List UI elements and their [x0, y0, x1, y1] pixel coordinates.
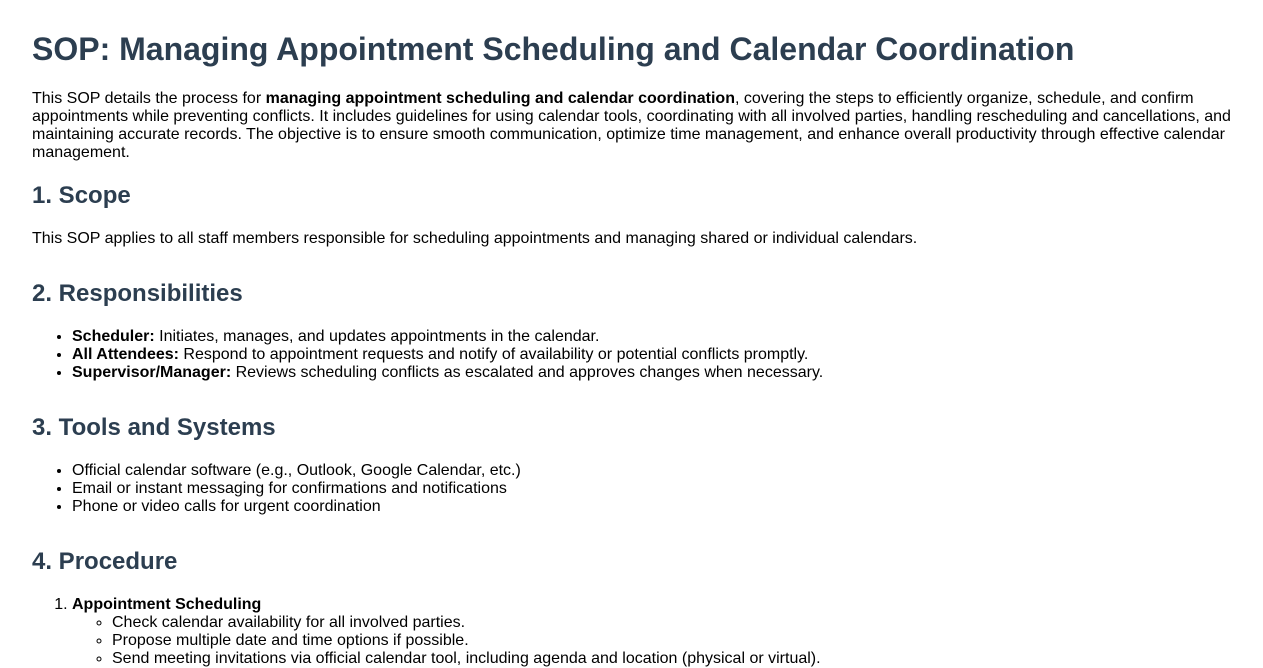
intro-paragraph	[32, 90, 1237, 162]
intro-suffix: , covering the steps to efficiently organize, schedule, and confirm appointments while preventing conflicts. It includes guidelines for using calendar tools, coordinating with all involved parties, handling rescheduling and cancellations, and maintaining accurate records. The objective is to ensure smooth communication, optimize time management, and enhance overall productivity through effective calendar management.	[32, 90, 1231, 161]
list-item	[72, 364, 823, 382]
list-item	[72, 346, 823, 364]
list-item: • Phone or video calls for urgent coordination	[72, 498, 521, 516]
procedure-steps	[32, 596, 821, 668]
list-item: • Official calendar software (e.g., Outlook, Google Calendar, etc.)	[72, 462, 521, 480]
tools-list	[32, 462, 521, 516]
substep-item: ◦ Check calendar availability for all involved parties.	[112, 614, 821, 632]
procedure-heading: 4. Procedure	[32, 548, 178, 575]
responsibilities-heading: 2. Responsibilities	[32, 280, 243, 307]
intro-prefix: This SOP details the process for	[32, 90, 266, 107]
intro-bold-phrase: managing appointment scheduling and calendar coordination	[265, 90, 735, 107]
list-item	[72, 328, 823, 346]
scope-text: This SOP applies to all staff members responsible for scheduling appointments and managing shared or individual calendars.	[32, 230, 918, 247]
role-description: Initiates, manages, and updates appointments in the calendar.	[154, 328, 600, 345]
scope-heading: 1. Scope	[32, 182, 131, 209]
step-title: Appointment Scheduling	[72, 596, 262, 613]
role-description: Reviews scheduling conflicts as escalated and approves changes when necessary.	[231, 364, 824, 381]
role-label: Supervisor/Manager:	[72, 364, 232, 381]
substep-item: ◦ Propose multiple date and time options if possible.	[112, 632, 821, 650]
role-description: Respond to appointment requests and notify of availability or potential conflicts promptly.	[178, 346, 809, 363]
substep-item: ◦ Send meeting invitations via official calendar tool, including agenda and location (physical or virtual).	[112, 650, 821, 668]
tools-heading: 3. Tools and Systems	[32, 414, 276, 441]
role-label: Scheduler:	[72, 328, 155, 345]
list-item: • Email or instant messaging for confirmations and notifications	[72, 480, 521, 498]
responsibilities-list	[32, 328, 823, 382]
page-title: SOP: Managing Appointment Scheduling and Calendar Coordination	[32, 31, 1075, 67]
procedure-step	[72, 596, 821, 668]
role-label: All Attendees:	[72, 346, 179, 363]
substep-list	[72, 614, 821, 668]
